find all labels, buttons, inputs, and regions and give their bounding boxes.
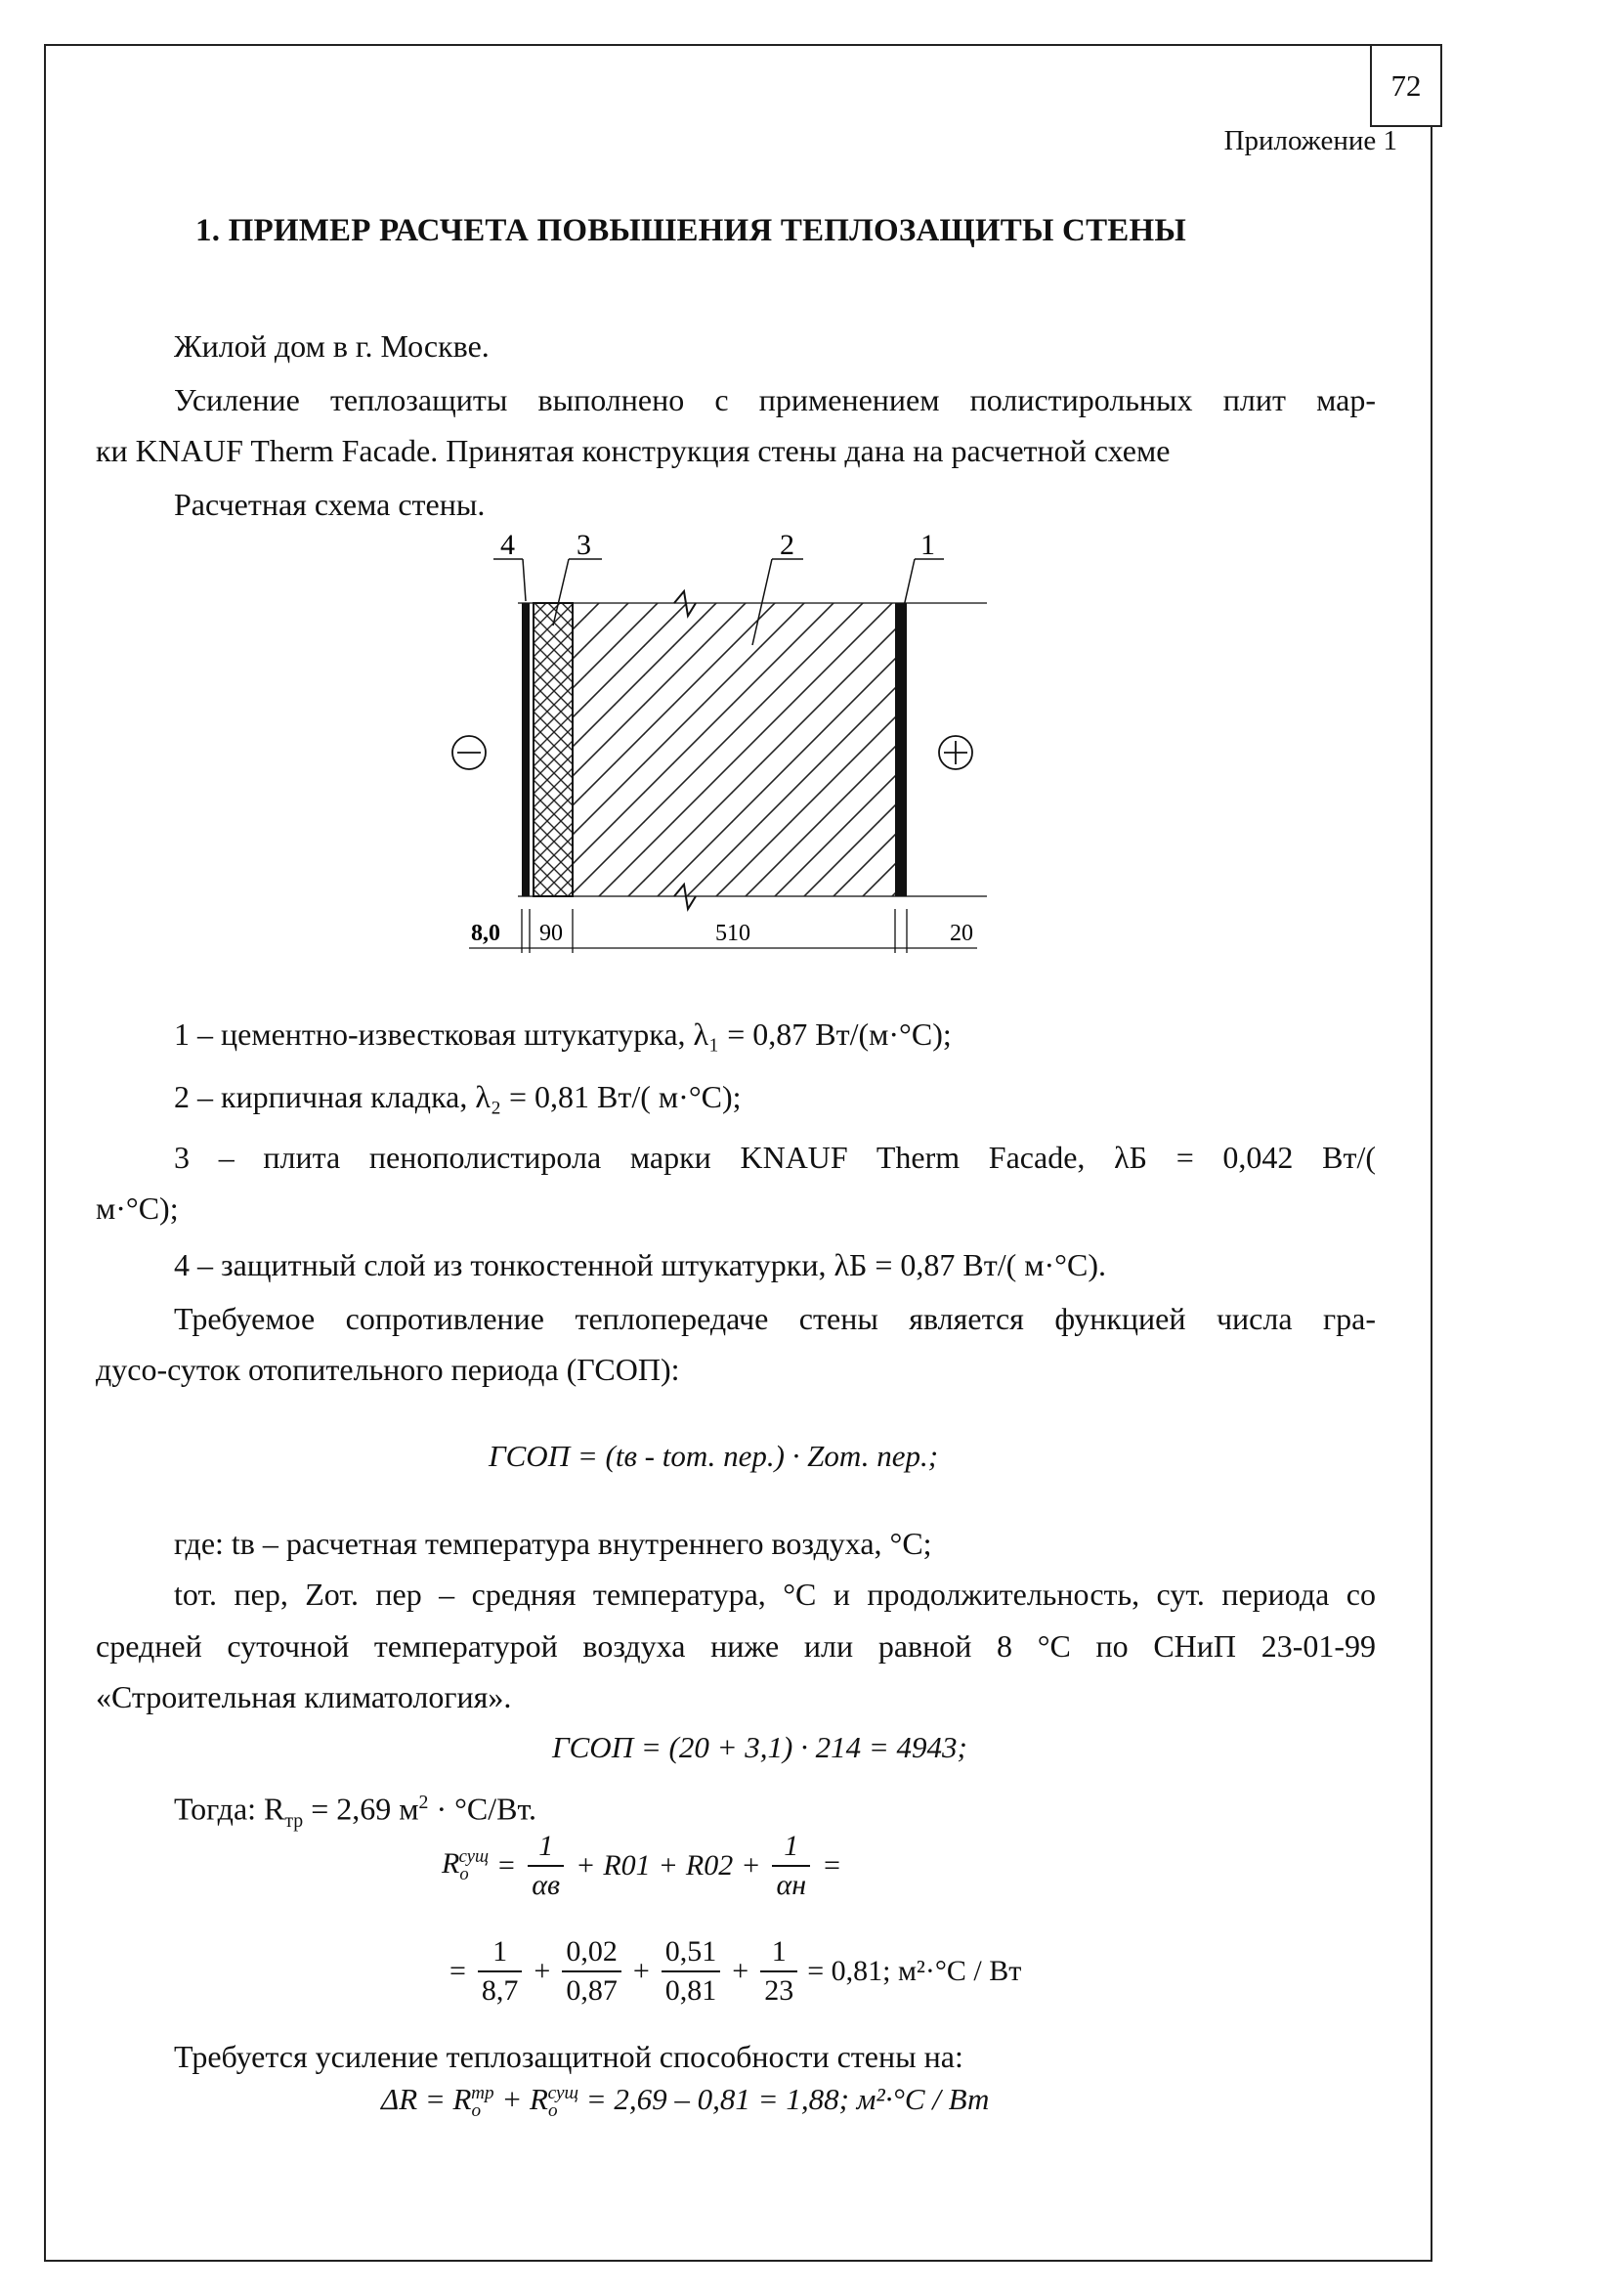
label-4: 4 bbox=[500, 529, 515, 561]
dim-90: 90 bbox=[539, 921, 563, 946]
intro-line-3: Расчетная схема стены. bbox=[174, 487, 486, 522]
definition-line-b: средней суточной температурой воздуха ниже или равной 8 °С по СНиП 23-01-99 bbox=[96, 1628, 1376, 1664]
equation-delta-r: $\Delta R = R_o^{тр} + R_o^{сущ} = 2,69 - 0,81 = 1,88$; м²·°С / Вт bbox=[381, 2082, 990, 2122]
eq1-lhs: $R_o^{сущ}$ bbox=[442, 1846, 490, 1884]
wall-diagram bbox=[0, 0, 1624, 977]
layer-2-brick bbox=[573, 603, 895, 896]
layer-4-plaster bbox=[522, 603, 530, 896]
dim-8: 8,0 bbox=[471, 921, 500, 946]
label-2: 2 bbox=[780, 529, 794, 561]
dim-510: 510 bbox=[715, 921, 750, 946]
eq1-r01: R01 bbox=[603, 1849, 651, 1882]
dim-20: 20 bbox=[950, 921, 973, 946]
equation-r-actual-values: = $\frac{1}{8,7}$ + $\frac{0,02}{0,87}$ + $\frac{0,51}{0,81}$ + $\frac{1}{23}$ = 0,81; м²·°С / Вт bbox=[442, 1933, 1021, 2010]
eq2-frac-4: $\frac{1}{23}$ bbox=[760, 1933, 797, 2010]
then-value: = 2,69 м bbox=[303, 1791, 419, 1827]
need-line: Требуется усиление теплозащитной способности стены на: bbox=[174, 2039, 963, 2074]
then-sup: 2 bbox=[418, 1792, 429, 1813]
eq1-frac-4: $\frac{1}{\alpha н}$ bbox=[772, 1828, 810, 1904]
requirement-line-a: Требуемое сопротивление теплопередаче стены является функцией числа гра- bbox=[174, 1301, 1376, 1336]
layer-1-plaster bbox=[895, 603, 907, 896]
formula-gsop-calc: ГСОП = (20 + 3,1) · 214 = 4943; bbox=[552, 1730, 967, 1764]
then-prefix: Тогда: R bbox=[174, 1791, 285, 1827]
formula-gsop: ГСОП = (tв - tот. пер.) · Zот. пер.; bbox=[489, 1439, 939, 1473]
page-number: 72 bbox=[1370, 44, 1442, 127]
intro-line-2b: ки KNAUF Therm Facade. Принятая конструкция стены дана на расчетной схеме bbox=[96, 433, 1171, 468]
label-1: 1 bbox=[920, 529, 935, 561]
definition-line-a: tот. пер, Zот. пер – средняя температура, °С и продолжительность, сут. периода со bbox=[174, 1577, 1376, 1612]
label-3: 3 bbox=[577, 529, 591, 561]
layer-3-desc-b: м·°С); bbox=[96, 1190, 179, 1226]
definition-line-c: «Строительная климатология». bbox=[96, 1679, 512, 1714]
layer-4-desc: 4 – защитный слой из тонкостенной штукатурки, λБ = 0,87 Вт/( м·°С). bbox=[174, 1247, 1106, 1282]
page-title: 1. ПРИМЕР РАСЧЕТА ПОВЫШЕНИЯ ТЕПЛОЗАЩИТЫ СТЕНЫ bbox=[195, 213, 1186, 248]
eq2-frac-3: $\frac{0,51}{0,81}$ bbox=[662, 1933, 721, 2010]
then-sub: тр bbox=[284, 1810, 304, 1833]
then-unit: · °С/Вт. bbox=[428, 1791, 537, 1827]
eq2-frac-1: $\frac{1}{8,7}$ bbox=[478, 1933, 523, 2010]
eq2-result: = 0,81; м²·°С / Вт bbox=[807, 1955, 1022, 1987]
eq2-frac-2: $\frac{0,02}{0,87}$ bbox=[562, 1933, 621, 2010]
eq1-r02: R02 bbox=[685, 1849, 734, 1882]
layer-1-desc: 1 – цементно-известковая штукатурка, λ₁ = 0,87 Вт/(м·°С); bbox=[174, 1017, 952, 1052]
layer-3-desc-a: 3 – плита пенополистирола марки KNAUF Therm Facade, λБ = 0,042 Вт/( bbox=[174, 1140, 1376, 1175]
layer-2-desc: 2 – кирпичная кладка, λ₂ = 0,81 Вт/( м·°С); bbox=[174, 1079, 742, 1114]
where-line: где: tв – расчетная температура внутреннего воздуха, °С; bbox=[174, 1526, 932, 1561]
intro-line-1: Жилой дом в г. Москве. bbox=[174, 328, 490, 364]
equation-r-actual: $R_o^{сущ}$ = $\frac{1}{\alpha в}$ + R01 + R02 + $\frac{1}{\alpha н}$ = bbox=[442, 1828, 849, 1904]
eq1-frac-1: $\frac{1}{\alpha в}$ bbox=[528, 1828, 564, 1904]
intro-line-2a: Усиление теплозащиты выполнено с применением полистирольных плит мар- bbox=[174, 382, 1376, 417]
appendix-label: Приложение 1 bbox=[1223, 125, 1397, 156]
requirement-line-b: дусо-суток отопительного периода (ГСОП): bbox=[96, 1352, 680, 1387]
layer-3-insulation bbox=[534, 603, 573, 896]
